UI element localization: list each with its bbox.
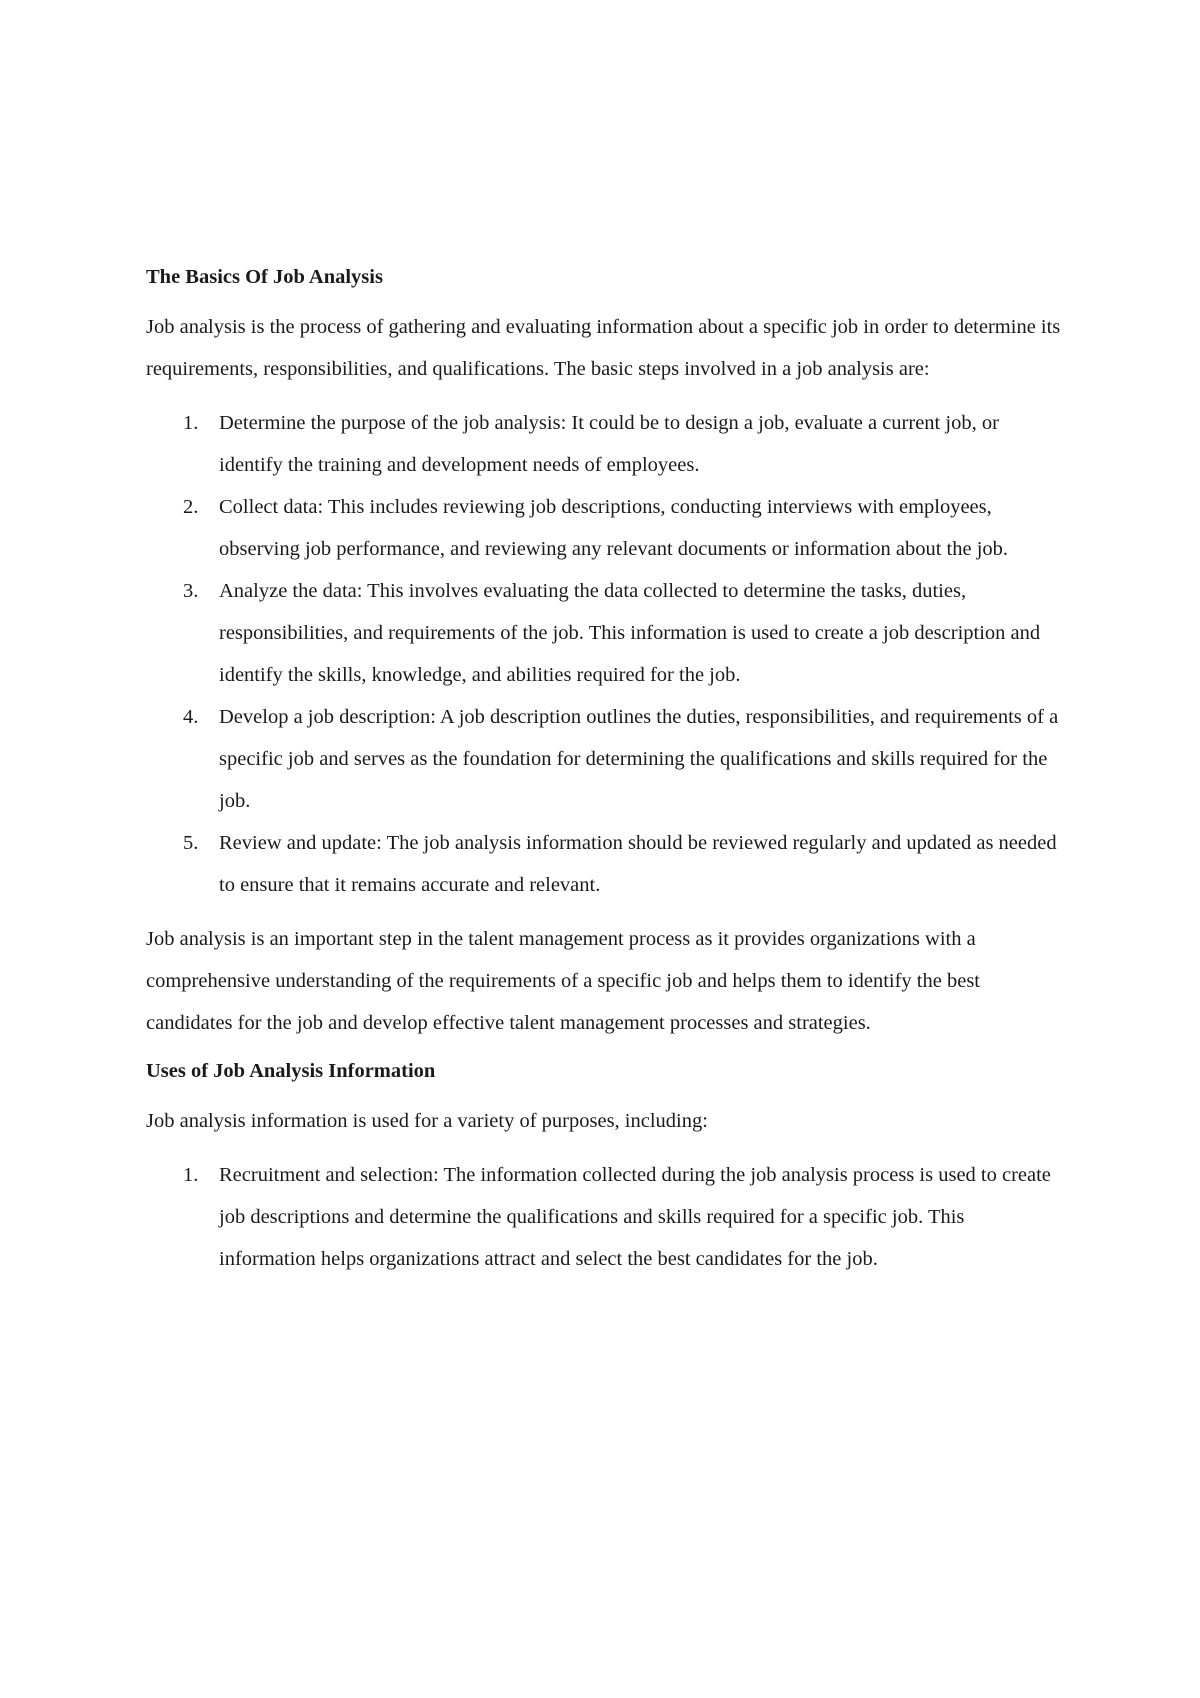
uses-list <box>146 1154 1066 1280</box>
uses-intro-paragraph: Job analysis information is used for a variety of purposes, including: <box>146 1110 708 1132</box>
list-number: 3. <box>183 580 199 602</box>
intro-paragraph: Job analysis is the process of gathering and evaluating information about a specific job in order to determine its requirements, responsibilities, and qualifications. The basic steps involved in a job analysis are: <box>146 316 1061 380</box>
list-item-text: Analyze the data: This involves evaluating the data collected to determine the tasks, duties, responsibilities, and requirements of the job. This information is used to create a job description and identify the skills, knowledge, and abilities required for the job. <box>219 580 1041 686</box>
list-number: 5. <box>183 832 199 854</box>
list-item <box>146 402 1066 486</box>
list-number: 1. <box>183 412 199 434</box>
list-item-text: Determine the purpose of the job analysis: It could be to design a job, evaluate a current job, or identify the training and development needs of employees. <box>219 412 999 476</box>
job-analysis-steps-list <box>146 402 1066 906</box>
list-item <box>146 822 1066 906</box>
list-number: 4. <box>183 706 199 728</box>
list-item-text: Collect data: This includes reviewing job descriptions, conducting interviews with employees, observing job performance, and reviewing any relevant documents or information about the job. <box>219 496 1009 560</box>
list-item <box>146 696 1066 822</box>
list-item <box>146 1154 1066 1280</box>
section-heading-uses: Uses of Job Analysis Information <box>146 1060 436 1082</box>
list-item <box>146 486 1066 570</box>
document-page <box>146 262 1066 1292</box>
closing-paragraph: Job analysis is an important step in the talent management process as it provides organizations with a comprehensive understanding of the requirements of a specific job and helps them to identify the best candidates for the job and develop effective talent management processes and strategies. <box>146 928 980 1034</box>
section-heading-basics: The Basics Of Job Analysis <box>146 266 383 288</box>
list-number: 2. <box>183 496 199 518</box>
list-number: 1. <box>183 1164 199 1186</box>
list-item <box>146 570 1066 696</box>
list-item-text: Review and update: The job analysis information should be reviewed regularly and updated as needed to ensure that it remains accurate and relevant. <box>219 832 1057 896</box>
list-item-text: Recruitment and selection: The information collected during the job analysis process is used to create job descriptions and determine the qualifications and skills required for a specific job. This information helps organizations attract and select the best candidates for the job. <box>219 1164 1051 1270</box>
list-item-text: Develop a job description: A job description outlines the duties, responsibilities, and requirements of a specific job and serves as the foundation for determining the qualifications and skills required for the job. <box>219 706 1059 812</box>
